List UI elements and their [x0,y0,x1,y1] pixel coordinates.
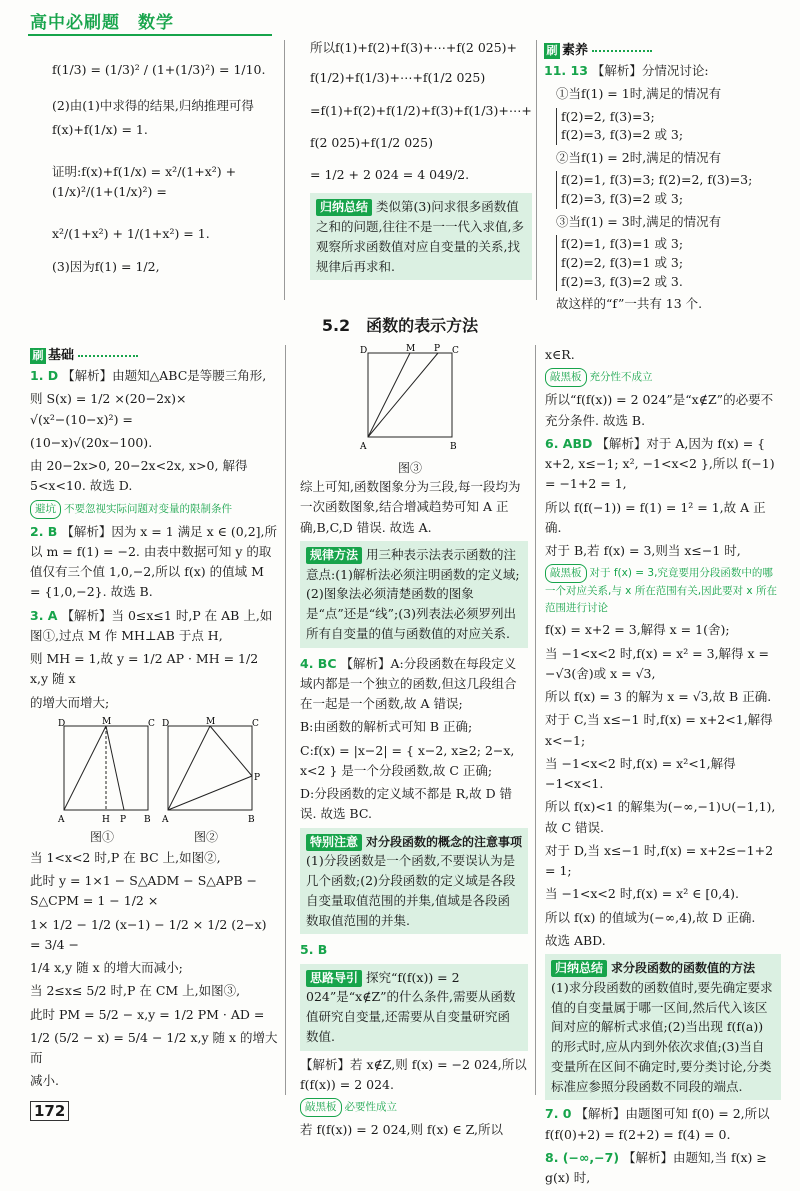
section-label-text: 素养 [562,43,589,58]
svg-text:C: C [148,718,155,729]
question-number: 2. B [30,523,58,539]
question-number: 8. (−∞,−7) [545,1149,620,1165]
text-line: f(2 025)+f(1/2 025) [310,134,433,150]
figure-2 [162,716,261,825]
question-3 [30,606,278,647]
text-line: 当 −1<x<2 时,f(x) = x²<1,解得 −1<x<1. [545,755,736,791]
text-line: 若 f(f(x)) = 2 024,则 f(x) ∈ Z,所以 [300,1122,504,1138]
box-text: (1)分段函数是一个函数,不要误认为是几个函数;(2)分段函数的定义域是各段自变量取值范围的并集,值域是各段函数取值范围的并集. [306,853,516,928]
question-4 [300,654,528,715]
brace-line: f(2)=3, f(3)=2 或 3; [561,191,684,207]
svg-text:C: C [252,718,259,729]
text-line: 则 MH = 1,故 y = 1/2 AP · MH = 1/2 x,y 随 x [30,651,259,687]
text-line: = 1/2 + 2 024 = 4 049/2. [310,167,470,182]
section-label-jichu [30,345,138,366]
text-line: 所以“f(f(x)) = 2 024”是“x∉Z”的必要不充分条件. 故选 B. [545,392,774,428]
question-text: 【解析】由题知,当 f(x) ≥ g(x) 时, [545,1149,767,1186]
text-line: f(1/2)+f(1/3)+⋯+f(1/2 025) [310,70,486,86]
text-line: f(x)+f(1/x) = 1. [52,121,148,137]
box-tag: 归纳总结 [316,199,372,216]
text-line: 此时 y = 1×1 − S△ADM − S△APB − S△CPM = 1 − 1/2 × [30,873,257,909]
text-line: (10−x)√(20x−100). [30,434,153,450]
text-line: f(1/3) = (1/3)² / (1+(1/3)²) = 1/10. [52,62,266,77]
question-text: 【解析】由题图可知 f(0) = 2,所以 f(f(0)+2) = f(2+2) = f(4) = 0. [545,1106,770,1142]
text-line: 减小. [30,1073,59,1089]
figure-1 [58,716,155,825]
box-tag: 思路导引 [306,970,362,987]
question-1 [30,366,278,386]
text-line: 当 −1<x<2 时,f(x) = x² ∈ [0,4). [545,886,740,902]
text-line: 所以 f(x) 的值域为(−∞,4),故 D 正确. [545,909,756,925]
text-line: 所以 f(f(−1)) = f(1) = 1² = 1,故 A 正确. [545,499,766,535]
text-line: x²/(1+x²) + 1/(1+x²) = 1. [52,226,210,242]
question-8 [545,1148,781,1189]
svg-text:P: P [120,814,127,825]
text-line: 所以 f(x) = 3 的解为 x = √3,故 B 正确. [545,689,772,704]
top-right-column [544,40,780,318]
hint-note [300,1098,528,1117]
question-7 [545,1104,781,1145]
brace-group [556,171,752,209]
header-title: 高中必刷题 数学 [30,13,174,33]
brace-line: f(2)=1, f(3)=1 或 3; [561,236,684,252]
question-5 [300,940,528,960]
hint-note [545,564,781,617]
brace-line: f(2)=2, f(3)=3; [561,108,655,124]
svg-text:B: B [144,814,151,825]
brace-line: f(2)=1, f(3)=3; f(2)=2, f(3)=3; [561,172,753,188]
text-line: 当 1<x<2 时,P 在 BC 上,如图②, [30,849,221,865]
brace-group [556,108,683,146]
text-line: 1/2 (5/2 − x) = 5/4 − 1/2 x,y 随 x 的增大而 [30,1029,278,1066]
hint-pill: 敲黑板 [545,564,587,583]
question-text: 【解析】A:分段函数在每段定义域内都是一个独立的函数,但这几段组合在一起是一个函数,故 A 错误; [300,655,517,711]
svg-text:B: B [450,442,457,452]
column-divider [535,345,536,1095]
text-line: D:分段函数的定义域不都是 R,故 D 错误. 故选 BC. [300,786,513,822]
question-text: 【解析】对于 A,因为 f(x) = { x+2, x≤−1; x², −1<x<2 },所以 f(−1) = −1+2 = 1, [545,435,775,492]
question-number: 5. B [300,942,328,958]
box-tag: 规律方法 [306,547,362,564]
question-text: 【解析】当 0≤x≤1 时,P 在 AB 上,如图①,过点 M 作 MH⊥AB 于点 H, [30,607,273,643]
figure-1-caption: 图① [90,829,115,844]
question-text: 【解析】由题知△ABC是等腰三角形, [62,368,267,384]
attention-box [300,828,528,935]
box-title: 求分段函数的函数值的方法 [611,961,756,975]
box-tag: 特别注意 [306,834,362,851]
svg-text:D: D [360,346,368,356]
svg-text:D: D [162,718,170,729]
text-line [544,235,780,291]
question-2 [30,522,278,603]
thinking-box [300,964,528,1051]
svg-text:A: A [162,814,169,825]
text-line: 的增大而增大; [30,694,110,710]
hint-pill: 敲黑板 [545,368,587,387]
svg-text:A: A [360,442,367,452]
brace-line: f(2)=2, f(3)=1 或 3; [561,254,684,270]
box-text: 用三种表示法表示函数的注意点:(1)解析法必须注明函数的定义域;(2)图象法必须清楚函数的图象是“点”还是“线”;(3)列表法必须罗列出所有自变量的值与函数值的对应关系. [306,546,520,641]
text-line: (2)由(1)中求得的结果,归纳推理可得 [52,98,254,114]
hint-text: 不要忽视实际问题对变量的限制条件 [64,502,232,515]
question-text: 【解析】分情况讨论: [591,63,709,79]
text-line [544,108,780,146]
text-line: 1× 1/2 − 1/2 (x−1) − 1/2 × 1/2 (2−x) = 3/4 − [30,916,267,952]
text-line: C:f(x) = |x−2| = { x−2, x≥2; 2−x, x<2 } 是一个分段函数,故 C 正确; [300,742,515,778]
column-divider [284,40,285,300]
text-line: 综上可知,函数图象分为三段,每一段均为一次函数图象,结合增减趋势可知 A 正确,B,C,D 错误. 故选 A. [300,479,521,535]
figure-3 [360,345,460,457]
question-number: 1. D [30,368,59,384]
text-line: 当 2≤x≤ 5/2 时,P 在 CM 上,如图③, [30,983,241,999]
text-line: ③当f(1) = 3时,满足的情况有 [556,213,722,229]
figure-3-wrap [300,345,528,477]
text-line: 所以 f(x)<1 的解集为(−∞,−1)∪(−1,1),故 C 错误. [545,799,776,835]
hint-text: 充分性不成立 [589,371,653,384]
svg-text:M: M [206,716,216,727]
dotted-rule [592,50,652,52]
text-line: ②当f(1) = 2时,满足的情况有 [556,150,722,166]
hint-note [545,368,781,387]
text-line: 对于 D,当 x≤−1 时,f(x) = x+2≤−1+2 = 1; [545,842,774,878]
brush-icon: 刷 [30,348,46,364]
brush-icon: 刷 [544,43,560,59]
text-line: B:由函数的解析式可知 B 正确; [300,719,473,735]
svg-text:P: P [254,772,261,783]
column-2 [300,345,528,1143]
summary-box [310,193,532,280]
text-line: 故选 ABD. [545,932,606,948]
text-line: x∈R. [545,347,575,362]
text-line: ①当f(1) = 1时,满足的情况有 [556,86,722,102]
svg-text:C: C [452,346,459,356]
figure-row [30,716,278,848]
svg-text:P: P [434,344,441,354]
text-line: (3)因为f(1) = 1/2, [52,258,160,274]
brace-line: f(2)=3, f(3)=2 或 3; [561,127,684,143]
text-line: 所以f(1)+f(2)+f(3)+⋯+f(2 025)+ [310,40,518,55]
column-3 [545,345,781,1191]
section-title: 5.2 函数的表示方法 [321,316,479,335]
svg-text:D: D [58,718,66,729]
brace-line: f(2)=3, f(3)=2 或 3. [561,273,683,289]
dotted-rule [78,355,138,357]
text-line: 1/4 x,y 随 x 的增大而减小; [30,960,183,976]
text-line: 故这样的“f”一共有 13 个. [556,296,703,312]
summary-box [545,954,781,1100]
question-11 [544,61,780,81]
section-label-text: 基础 [48,348,75,363]
svg-text:M: M [102,716,112,727]
top-mid-column [310,38,532,280]
question-text: 【解析】因为 x = 1 满足 x ∈ (0,2],所以 m = f(1) = −2. 由表中数据可知 y 的取值仅有三个值 1,0,−2,所以 f(x) 的值域 M = {1,0,−2}. 故选 B. [30,523,278,600]
method-box [300,541,528,648]
hint-note [30,500,278,519]
hint-pill: 敲黑板 [300,1098,342,1117]
svg-text:H: H [102,814,110,825]
question-number: 6. ABD [545,435,593,451]
text-line: 此时 PM = 5/2 − x,y = 1/2 PM · AD = [30,1006,265,1022]
svg-text:A: A [58,814,65,825]
hint-text: 对于 f(x) = 3,究竟要用分段函数中的哪一个对应关系,与 x 所在范围有关,因此要对 x 所在范围进行讨论 [545,567,777,615]
column-1 [30,345,278,1095]
box-text: (1)求分段函数的函数值时,要先确定要求值的自变量属于哪一区间,然后代入该区间对应的解析式求值;(2)当出现 f(f(a)) 的形式时,应从内到外依次求值;(3)当自变量所在区间不确定时,要分类讨论,分类标准应参照分段函数不同段的端点. [551,979,773,1094]
box-text: 探究“f(f(x)) = 2 024”是“x∉Z”的什么条件,需要从函数值研究自变量,还需要从自变量研究函数值. [306,969,516,1044]
column-divider [285,345,286,1095]
question-number: 4. BC [300,655,337,671]
question-number: 11. 13 [544,63,588,79]
box-text: 类似第(3)问求很多函数值之和的问题,往往不是一一代入求值,多观察所求函数值对应自变量的关系,找规律后再求和. [316,199,524,274]
hint-pill: 避坑 [30,500,61,519]
page-number: 172 [30,1101,69,1121]
text-line: 则 S(x) = 1/2 ×(20−2x)× √(x²−(10−x)²) = [30,391,187,427]
box-title: 对分段函数的概念的注意事项 [366,834,523,849]
hint-text: 必要性成立 [344,1101,397,1114]
text-line: 由 20−2x>0, 20−2x<2x, x>0, 解得 5<x<10. 故选 D. [30,458,248,494]
brace-group [556,235,683,291]
box-tag: 归纳总结 [551,960,607,977]
figure-3-caption: 图③ [398,461,423,475]
text-line [544,171,780,209]
text-line: f(x) = x+2 = 3,解得 x = 1(舍); [545,622,730,638]
question-6 [545,434,781,495]
header-rule [28,34,272,36]
top-left-column [52,42,274,280]
text-line: 对于 C,当 x≤−1 时,f(x) = x+2<1,解得 x<−1; [545,712,773,748]
figure-2-caption: 图② [194,829,219,844]
column-divider [536,40,537,300]
question-number: 7. 0 [545,1106,572,1122]
question-number: 3. A [30,607,58,623]
svg-text:B: B [248,814,255,825]
text-line: 【解析】若 x∉Z,则 f(x) = −2 024,所以 f(f(x)) = 2 024. [300,1056,527,1092]
text-line: =f(1)+f(2)+f(1/2)+f(3)+f(1/3)+⋯+ [310,102,532,118]
text-line: 对于 B,若 f(x) = 3,则当 x≤−1 时, [545,543,741,558]
svg-text:M: M [406,344,416,354]
section-label-suyang [544,40,652,61]
text-line: 当 −1<x<2 时,f(x) = x² = 3,解得 x = −√3(舍)或 x = √3, [545,645,770,681]
text-line: 证明:f(x)+f(1/x) = x²/(1+x²) + (1/x)²/(1+(1/x)²) = [52,163,237,199]
